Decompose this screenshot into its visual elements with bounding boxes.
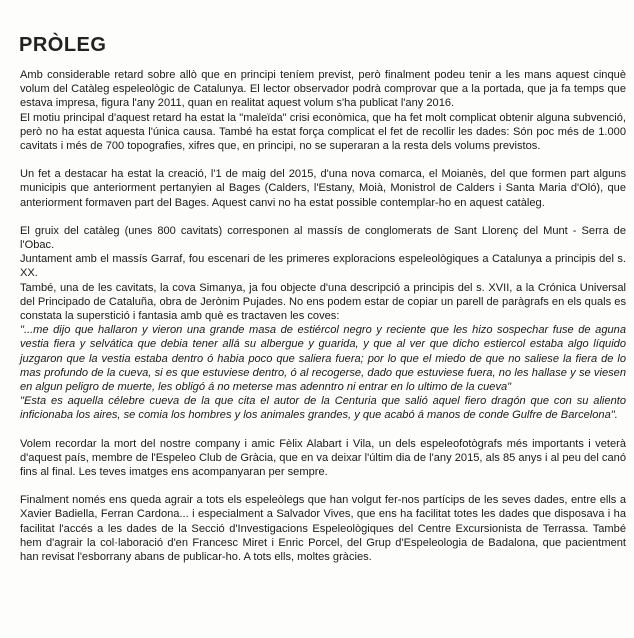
quote-first: "...me dijo que hallaron y vieron una grande masa de estiércol negro y reciente que les hizo sospechar fuse de aguna vestia fiera y selvática que debia tener allá su albergue y guarida, y que al ver que dicho estiercol estaba algo líquido juzgaron que la vestia estaba dentro ó habia poco que saliera fuera; por lo que el miedo de que no saliese la fiera de lo mas profundo de la cueva, si es que estuviese dentro, ó al recogerse, dado que estuviese fuera, no les hallase y se viesen en algun peligro de muerte, les obligó á no meterse mas adenntro ni entrar en lo ultimo de la cueva"	[20, 324, 626, 394]
paragraph-gap	[20, 153, 626, 167]
document-body	[20, 68, 626, 564]
paragraph-gap	[20, 210, 626, 224]
paragraph-garraf: Juntament amb el massís Garraf, fou escenari de les primeres exploracions espeleològiques a Catalunya a principis del s. XX.	[20, 253, 626, 280]
quote-second: "Esta es aquella célebre cueva de la que cita el autor de la Centuria que salió aquel fiero dragón que con su aliento inficionaba los aires, se comia los hombres y los animales grandes, y que acabó á manos de conde Gulfre de Barcelona".	[20, 395, 626, 422]
paragraph-simanya: També, una de les cavitats, la cova Simanya, ja fou objecte d'una descripció a principis del s. XVII, a la Crónica Universal del Principado de Cataluña, obra de Jerònim Pujades. No ens podem estar de copiar un parell de paràgrafs en els quals es constata la superstició i fantasia amb què es tractaven les coves:	[20, 281, 626, 323]
paragraph-gap	[20, 479, 626, 493]
paragraph-gap	[20, 423, 626, 437]
paragraph-acknowledgements: Finalment només ens queda agrair a tots els espeleòlegs que han volgut fer-nos partícips de les seves dades, entre ells a Xavier Badiella, Ferran Cardona... i especialment a Salvador Vives, que ens ha facilitat totes les dades que disposava i ha facilitat l'accés a les dades de la Secció d'Investigacions Espeleològiques del Centre Excursionista de Terrassa. També hem d'agrair la col·laboració d'en Francesc Miret i Enric Porcel, del Grup d'Espeleologia de Badalona, que pacientment han revisat l'esborrany abans de publicar-ho. A tots ells, moltes gràcies.	[20, 494, 626, 564]
paragraph-memorial: Volem recordar la mort del nostre company i amic Fèlix Alabart i Vila, un dels espeleofotògrafs més importants i veterà d'aquest país, membre de l'Espeleo Club de Gràcia, que en va deixar l'últim dia de l'any 2015, als 85 anys i al peu del canó fins al final. Les teves imatges ens acompanyaran per sempre.	[20, 437, 626, 479]
paragraph-reason: El motiu principal d'aquest retard ha estat la "maleïda" crisi econòmica, que ha fet molt complicat obtenir alguna subvenció, però no ha estat aquesta l'única causa. També ha estat força complicat el fet de recollir les dades: Són poc més de 1.000 cavitats i més de 700 topografies, xifres que, en principi, no se superaran a la resta dels volums previstos.	[20, 111, 626, 153]
paragraph-catalog-bulk: El gruix del catàleg (unes 800 cavitats) corresponen al massís de conglomerats de Sant Llorenç del Munt - Serra de l'Obac.	[20, 224, 626, 252]
page-title: PRÒLEG	[19, 34, 107, 56]
paragraph-intro: Amb considerable retard sobre allò que en principi teníem previst, però finalment podeu tenir a les mans aquest cinquè volum del Catàleg espeleològic de Catalunya. El lector observador podrà comprovar que a la portada, que ja fa temps que estava impresa, figura l'any 2011, quan en realitat aquest volum s'ha publicat l'any 2016.	[20, 69, 626, 110]
paragraph-moianes: Un fet a destacar ha estat la creació, l'1 de maig del 2015, d'una nova comarca, el Moianès, del que formen part alguns municipis que anteriorment pertanyien al Bages (Calders, l'Estany, Moià, Monistrol de Calders i Santa Maria d'Oló), que anteriorment formaven part del Bages. Aquest canvi no ha estat possible contemplar-ho en aquest catàleg.	[20, 168, 626, 209]
